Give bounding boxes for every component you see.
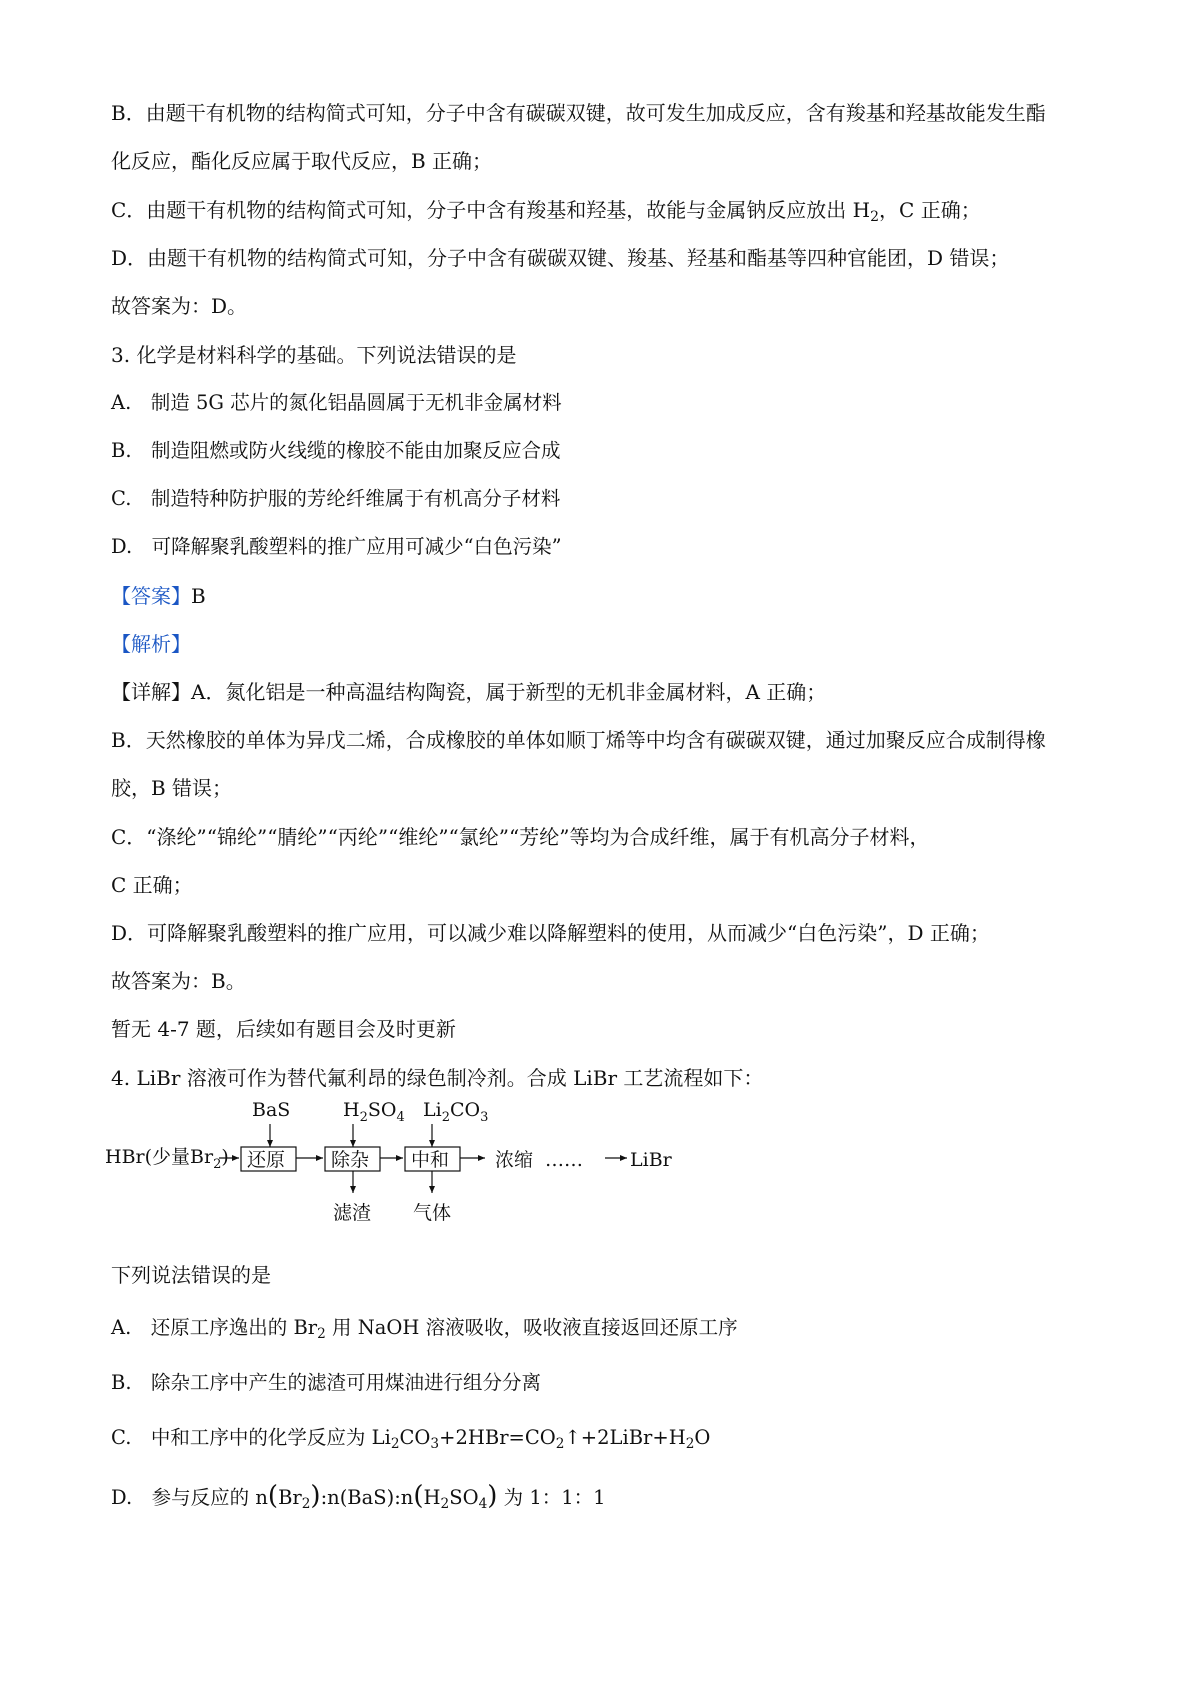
step-purification: 除杂 [331, 1149, 370, 1171]
answer-value: B [191, 584, 206, 608]
q3-option-b: B. 制造阻燃或防火线缆的橡胶不能由加聚反应合成 [111, 439, 561, 462]
reagent-h2so4: $H_2SO_4$ [343, 1099, 405, 1125]
prev-analysis-b-line1: B．由题干有机物的结构简式可知，分子中含有碳碳双键，故可发生加成反应，含有羧基和羟基故能发生酯 [111, 101, 1046, 125]
q3-stem: 3. 化学是材料科学的基础。下列说法错误的是 [111, 343, 517, 367]
q4-question: 下列说法错误的是 [111, 1263, 271, 1287]
ellipsis: …… [545, 1149, 583, 1171]
step-reduction: 还原 [247, 1149, 286, 1171]
prev-analysis-c: C．由题干有机物的结构简式可知，分子中含有羧基和羟基，故能与金属钠反应放出 $H_2$，C 正确； [111, 198, 981, 226]
q3-option-c: C. 制造特种防护服的芳纶纤维属于有机高分子材料 [111, 487, 561, 510]
process-flow-diagram [105, 1090, 705, 1245]
q3-detail-c-line2: C 正确； [111, 873, 193, 897]
q4-option-c: C. 中和工序中的化学反应为 $Li_2CO_3+2HBr=CO_2↑+2LiBr+H_2O$ [111, 1426, 711, 1453]
detail-label: 【详解】 [111, 680, 191, 704]
q3-detail-c-line1: C．“涤纶”“锦纶”“腈纶”“丙纶”“维纶”“氯纶”“芳纶”等均为合成纤维，属于有机高分子材料， [111, 825, 930, 849]
q3-answer [111, 583, 206, 609]
q4-option-d: D. 参与反应的 $n(Br_2):n(BaS):n(H_2SO_4)$ 为 1：1：1 [111, 1481, 606, 1513]
step-neutralization: 中和 [411, 1149, 450, 1171]
step-concentration: 浓缩 [495, 1149, 534, 1171]
q3-detail-a: 【详解】A．氮化铝是一种高温结构陶瓷，属于新型的无机非金属材料，A 正确； [111, 680, 827, 704]
q3-detail-b-line2: 胶，B 错误； [111, 776, 233, 800]
q3-detail-b-line1: B．天然橡胶的单体为异戊二烯，合成橡胶的单体如顺丁烯等中均含有碳碳双键，通过加聚反应合成制得橡 [111, 728, 1046, 752]
q3-analysis-label: 【解析】 [111, 632, 191, 656]
prev-analysis-d: D．由题干有机物的结构简式可知，分子中含有碳碳双键、羧基、羟基和酯基等四种官能团，D 错误； [111, 246, 1010, 270]
update-note: 暂无 4-7 题，后续如有题目会及时更新 [111, 1017, 456, 1041]
q4-option-a: A. 还原工序逸出的 $Br_2$ 用 NaOH 溶液吸收，吸收液直接返回还原工序 [111, 1316, 738, 1343]
prev-analysis-b-line2: 化反应，酯化反应属于取代反应，B 正确； [111, 149, 493, 173]
reagent-bas: BaS [252, 1099, 291, 1121]
reagent-li2co3: $Li_2CO_3$ [423, 1099, 489, 1125]
q3-detail-d: D．可降解聚乳酸塑料的推广应用，可以减少难以降解塑料的使用，从而减少“白色污染”，D 正确； [111, 921, 990, 945]
output-residue: 滤渣 [333, 1202, 372, 1224]
answer-label: 【答案】 [111, 584, 191, 608]
q3-answer-line: 故答案为：B。 [111, 969, 246, 993]
prev-answer-line: 故答案为：D。 [111, 294, 248, 318]
q4-option-b: B. 除杂工序中产生的滤渣可用煤油进行组分分离 [111, 1371, 542, 1394]
input-hbr: HBr(少量$Br_2$) [105, 1146, 229, 1172]
product-libr: LiBr [630, 1149, 672, 1171]
q3-option-a: A. 制造 5G 芯片的氮化铝晶圆属于无机非金属材料 [111, 391, 562, 414]
output-gas: 气体 [413, 1202, 452, 1224]
q3-option-d: D. 可降解聚乳酸塑料的推广应用可减少“白色污染” [111, 535, 562, 558]
q4-stem: 4. LiBr 溶液可作为替代氟利昂的绿色制冷剂。合成 LiBr 工艺流程如下： [111, 1066, 764, 1090]
